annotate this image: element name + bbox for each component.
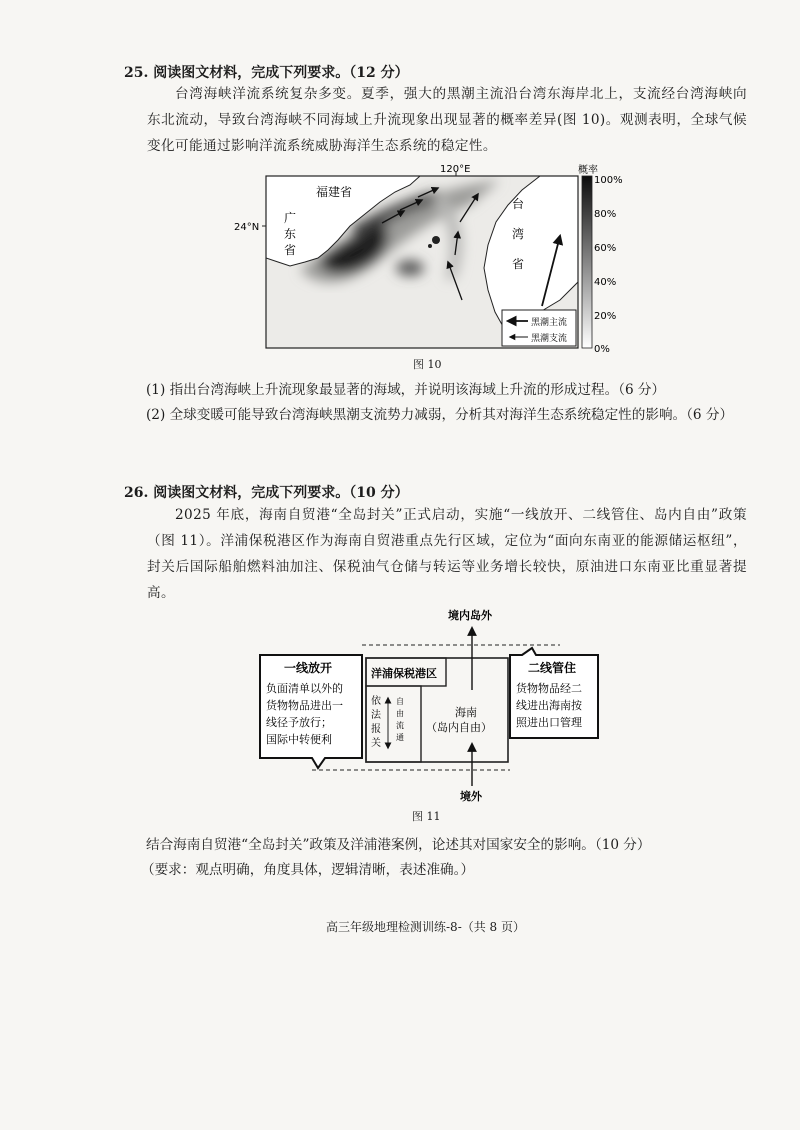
- left-callout-title: 一线放开: [284, 661, 333, 675]
- figure-10-map: [232, 164, 634, 360]
- figure-11-diagram: [255, 605, 605, 805]
- q26-paragraph: 2025 年底，海南自贸港“全岛封关”正式启动，实施“一线放开、二线管住、岛内自由”政策（图 11）。洋浦保税港区作为海南自贸港重点先行区域，定位为“面向东南亚的能源储运枢纽”，封关后国际船舶燃料油加注、保税油气仓储与转运等业务增长较快，原油进口东南亚比重显著提高。: [147, 507, 747, 601]
- right-callout-title: 二线管住: [528, 661, 577, 675]
- legend-main-current: 黑潮主流: [531, 318, 568, 328]
- colorbar-tick: 80%: [594, 209, 617, 220]
- taiwan-label-1: 台: [512, 197, 525, 211]
- vertical-right-text: 流: [396, 721, 404, 730]
- q26-header: 26. 阅读图文材料，完成下列要求。（10 分）: [124, 485, 409, 501]
- legend-branch-current: 黑潮支流: [531, 334, 568, 344]
- q26-requirement: （要求：观点明确，角度具体，逻辑清晰，表述准确。）: [141, 862, 475, 878]
- lon-label: 120°E: [440, 164, 471, 175]
- colorbar-tick: 60%: [594, 243, 617, 254]
- colorbar-tick: 100%: [594, 175, 623, 186]
- fujian-label: 福建省: [316, 185, 353, 199]
- hainan-label: 海南: [455, 706, 477, 719]
- colorbar-tick: 40%: [594, 277, 617, 288]
- left-callout-line: 货物物品进出一: [266, 699, 343, 712]
- q25-paragraph: 台湾海峡洋流系统复杂多变。夏季，强大的黑潮主流沿台湾东海岸北上，支流经台湾海峡向东北流动，导致台湾海峡不同海域上升流现象出现显著的概率差异(图 10)。观测表明，全球气候变化可能通过影响洋流系统威胁海洋生态系统的稳定性。: [147, 86, 747, 154]
- colorbar-tick: 20%: [594, 311, 617, 322]
- guangdong-label-2: 东: [284, 227, 297, 241]
- right-callout-line: 照进出口管理: [516, 716, 582, 729]
- vertical-right-text: 由: [396, 709, 404, 718]
- page-footer: 高三年级地理检测训练-8-（共 8 页）: [326, 920, 526, 934]
- colorbar-ticks: [594, 175, 623, 355]
- bottom-label: 境外: [460, 790, 482, 803]
- figure-10-caption: 图 10: [413, 358, 442, 371]
- q25-header: 25. 阅读图文材料，完成下列要求。（12 分）: [124, 65, 409, 81]
- q26-task: 结合海南自贸港“全岛封关”政策及洋浦港案例，论述其对国家安全的影响。（10 分）: [146, 837, 651, 853]
- vertical-left-text: 报: [371, 724, 381, 735]
- colorbar-title: 概率: [578, 165, 598, 176]
- figure-11-caption: 图 11: [412, 810, 441, 823]
- taiwan-label-3: 省: [512, 257, 525, 271]
- hainan-sublabel: （岛内自由）: [426, 721, 492, 734]
- taiwan-label-2: 湾: [512, 227, 525, 241]
- q25-sub2: (2) 全球变暖可能导致台湾海峡黑潮支流势力减弱，分析其对海洋生态系统稳定性的影响。（6 分）: [146, 407, 734, 423]
- left-callout-line: 线径予放行；: [266, 716, 332, 729]
- vertical-left-text: 关: [371, 738, 381, 749]
- vertical-right-text: 通: [396, 733, 404, 742]
- vertical-right-text: 自: [396, 697, 404, 706]
- colorbar-tick: 0%: [594, 344, 610, 355]
- guangdong-label-3: 省: [284, 243, 297, 257]
- left-callout-line: 负面清单以外的: [266, 682, 343, 695]
- vertical-left-text: 法: [371, 710, 381, 721]
- yangpu-label: 洋浦保税港区: [371, 667, 437, 680]
- top-label: 境内岛外: [448, 609, 492, 622]
- guangdong-label-1: 广: [284, 211, 297, 225]
- vertical-left-text: 依: [371, 696, 381, 707]
- lat-label: 24°N: [234, 222, 260, 233]
- right-callout-line: 线进出海南按: [516, 699, 582, 712]
- q25-sub1: (1) 指出台湾海峡上升流现象最显著的海域，并说明该海域上升流的形成过程。（6 分）: [146, 382, 666, 398]
- left-callout-line: 国际中转便利: [266, 733, 332, 746]
- right-callout-line: 货物物品经二: [516, 682, 582, 695]
